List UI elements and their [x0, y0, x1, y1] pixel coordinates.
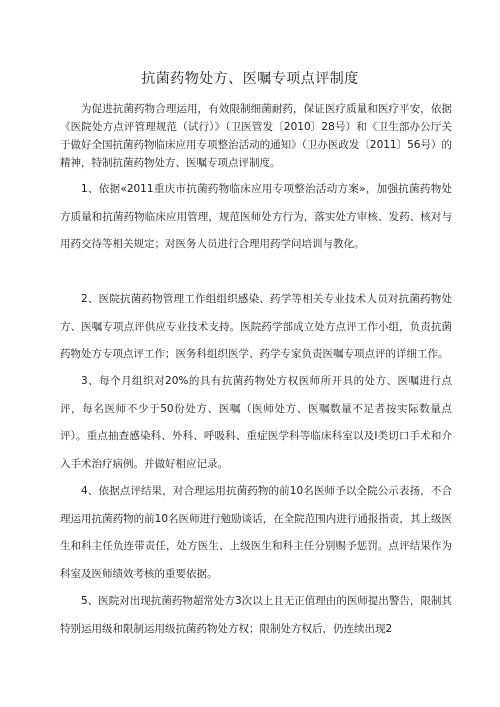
paragraph-1: 1、依据«2011重庆市抗菌药物临床应用专项整治活动方案»，加强抗菌药物处方质量和抗菌药物临床应用管理，规范医师处方行为，落实处方审核、发药、核对与用药交待等相关规定；对医务人员进行合理用药学问培训与教化。	[60, 183, 452, 250]
paragraph-5: 5、医院对出现抗菌药物超常处方3次以上且无正值理由的医师提出警告，限制其特别运用级和限制运用级抗菌药物处方权；限制处方权后，仍连续出现2	[60, 595, 452, 635]
intro-paragraph: 为促进抗菌药物合理运用，有效限制细菌耐药，保证医疗质量和医疗平安，依据《医院处方点评管理规范（试行）》（卫医管发〔2010〕28号）和《卫生部办公厅关于做好全国抗菌药物临床应用专项整治活动的通知》（卫办医政发〔2011〕56号）的精神，特制抗菌药物处方、医嘱专项点评制度。	[60, 103, 452, 169]
paragraph-2: 2、医院抗菌药物管理工作组组织感染、药学等相关专业技术人员对抗菌药物处方、医嘱专项点评供应专业技术支持。医院药学部成立处方点评工作小组，负责抗菌药物处方专项点评工作；医务科组织医学、药学专家负责医嘱专项点评的详细工作。	[60, 293, 452, 360]
document-title: 抗菌药物处方、医嘱专项点评制度	[141, 71, 359, 87]
paragraph-3: 3、每个月组织对20%的具有抗菌药物处方权医师所开具的处方、医嘱进行点评，每名医师不少于50份处方、医嘱（医师处方、医嘱数量不足者按实际数量点评）。重点抽查感染科、外科、呼吸科、重症医学科等临床科室以及I类切口手术和介入手术治疗病例。并做好相应记录。	[60, 375, 452, 470]
paragraph-4: 4、依据点评结果，对合理运用抗菌药物的前10名医师予以全院公示表扬，不合理运用抗菌药物的前10名医师进行勉励谈话，在全院范围内进行通报指责，其上级医生和科主任负连带责任，处方医生、上级医生和科主任分别赐予惩罚。点评结果作为科室及医师绩效考核的重要依据。	[60, 485, 452, 580]
